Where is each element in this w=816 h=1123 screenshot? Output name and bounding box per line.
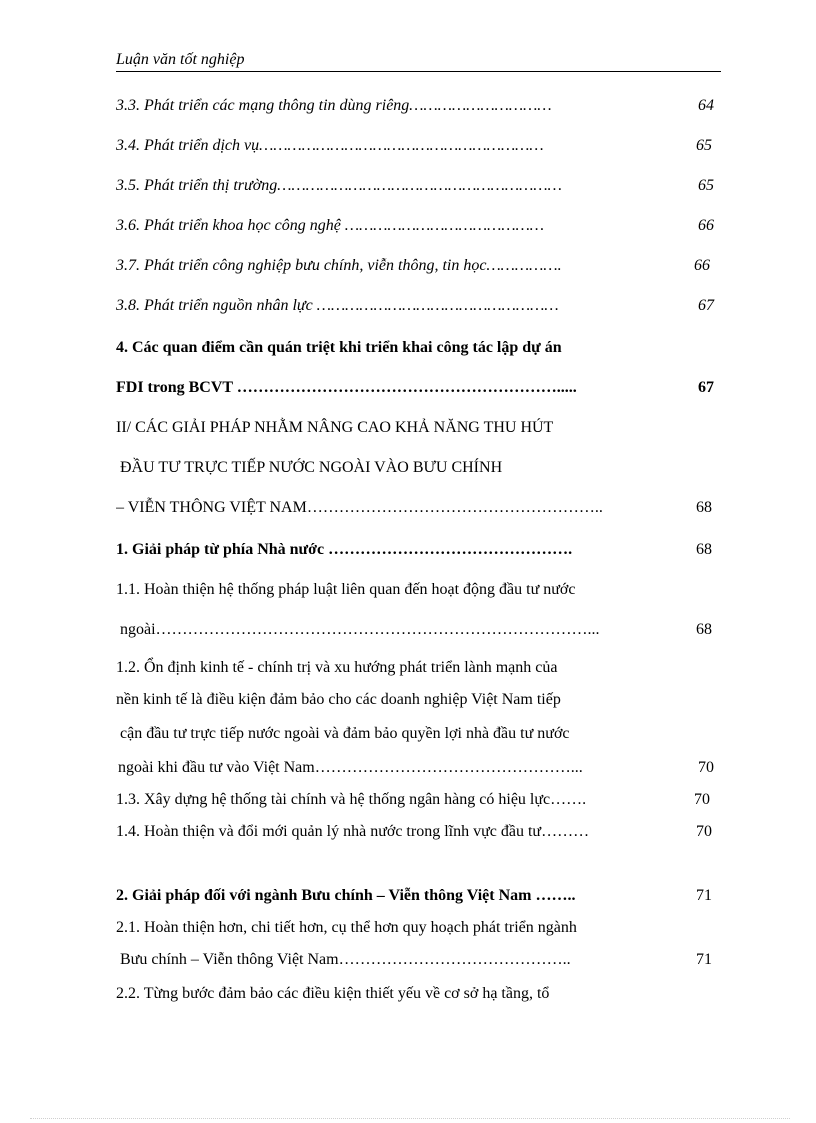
toc-entry[interactable] bbox=[0, 916, 816, 940]
toc-entry[interactable] bbox=[0, 982, 816, 1006]
toc-entry-text: 1.3. Xây dựng hệ thống tài chính và hệ thống ngân hàng có hiệu lực……. bbox=[116, 791, 587, 808]
toc-entry-text: 3.8. Phát triển nguồn nhân lực …………………………………………… bbox=[116, 297, 559, 314]
toc-entry[interactable] bbox=[0, 336, 816, 360]
toc-entry-page: 67 bbox=[698, 379, 714, 396]
toc-entry-text: II/ CÁC GIẢI PHÁP NHẰM NÂNG CAO KHẢ NĂNG THU HÚT bbox=[116, 419, 554, 436]
toc-entry[interactable] bbox=[0, 376, 816, 400]
toc-entry-text: 3.3. Phát triển các mạng thông tin dùng riêng………………………… bbox=[116, 97, 552, 114]
toc-entry-page: 66 bbox=[698, 217, 714, 234]
toc-entry[interactable] bbox=[0, 722, 816, 746]
toc-entry-page: 68 bbox=[696, 621, 712, 638]
toc-entry-text: 1. Giải pháp từ phía Nhà nước ………………………………………. bbox=[116, 541, 573, 558]
running-header bbox=[116, 50, 721, 72]
toc-entry[interactable] bbox=[0, 756, 816, 780]
toc-entry-page: 68 bbox=[696, 541, 712, 558]
toc-entry-text: 2. Giải pháp đối với ngành Bưu chính – Viễn thông Việt Nam …….. bbox=[116, 887, 576, 904]
toc-entry-page: 68 bbox=[696, 499, 712, 516]
toc-entry[interactable] bbox=[0, 254, 816, 278]
toc-entry[interactable] bbox=[0, 496, 816, 520]
toc-entry-text: ngoài………………………………………………………………………... bbox=[120, 621, 600, 638]
toc-entry-text: ĐẦU TƯ TRỰC TIẾP NƯỚC NGOÀI VÀO BƯU CHÍNH bbox=[120, 459, 503, 476]
toc-entry-text: 3.5. Phát triển thị trường…………………………………………………… bbox=[116, 177, 562, 194]
toc-entry[interactable] bbox=[0, 538, 816, 562]
toc-entry[interactable] bbox=[0, 174, 816, 198]
toc-entry[interactable] bbox=[0, 820, 816, 844]
header-title: Luận văn tốt nghiệp bbox=[116, 51, 245, 68]
toc-entry-text: 2.2. Từng bước đảm bảo các điều kiện thiết yếu về cơ sở hạ tầng, tổ bbox=[116, 985, 550, 1002]
toc-entry-text: nền kinh tế là điều kiện đảm bảo cho các doanh nghiệp Việt Nam tiếp bbox=[116, 691, 561, 708]
toc-entry[interactable] bbox=[0, 214, 816, 238]
toc-entry-text: cận đầu tư trực tiếp nước ngoài và đảm bảo quyền lợi nhà đầu tư nước bbox=[120, 725, 570, 742]
toc-entry-text: 3.6. Phát triển khoa học công nghệ …………………………………… bbox=[116, 217, 545, 234]
toc-entry-text: 3.7. Phát triển công nghiệp bưu chính, viễn thông, tin học……………. bbox=[116, 257, 562, 274]
toc-entry[interactable] bbox=[0, 948, 816, 972]
toc-entry-page: 64 bbox=[698, 97, 714, 114]
toc-entry-text: 1.1. Hoàn thiện hệ thống pháp luật liên quan đến hoạt động đầu tư nước bbox=[116, 581, 576, 598]
toc-entry-page: 67 bbox=[698, 297, 714, 314]
toc-entry-page: 70 bbox=[694, 791, 710, 808]
toc-entry[interactable] bbox=[0, 456, 816, 480]
toc-entry[interactable] bbox=[0, 656, 816, 680]
toc-entry-text: 4. Các quan điểm cần quán triệt khi triển khai công tác lập dự án bbox=[116, 339, 562, 356]
toc-entry-text: – VIỄN THÔNG VIỆT NAM……………………………………………….. bbox=[116, 499, 603, 516]
toc-entry[interactable] bbox=[0, 884, 816, 908]
toc-entry-text: 1.2. Ổn định kinh tế - chính trị và xu hướng phát triển lành mạnh của bbox=[116, 659, 558, 676]
toc-entry[interactable] bbox=[0, 134, 816, 158]
toc-entry-text: FDI trong BCVT ……………………………………………………..... bbox=[116, 379, 577, 396]
toc-entry-page: 71 bbox=[696, 951, 712, 968]
toc-entry-page: 65 bbox=[698, 177, 714, 194]
toc-entry[interactable] bbox=[0, 618, 816, 642]
toc-entry-page: 70 bbox=[698, 759, 714, 776]
toc-entry[interactable] bbox=[0, 688, 816, 712]
page-bottom-divider bbox=[30, 1118, 790, 1119]
toc-entry-text: Bưu chính – Viễn thông Việt Nam…………………………………….. bbox=[120, 951, 571, 968]
toc-entry[interactable] bbox=[0, 94, 816, 118]
toc-entry[interactable] bbox=[0, 416, 816, 440]
toc-entry-text: 2.1. Hoàn thiện hơn, chi tiết hơn, cụ thể hơn quy hoạch phát triển ngành bbox=[116, 919, 577, 936]
toc-entry-text: 1.4. Hoàn thiện và đổi mới quản lý nhà nước trong lĩnh vực đầu tư……… bbox=[116, 823, 590, 840]
toc-entry[interactable] bbox=[0, 294, 816, 318]
toc-entry-page: 65 bbox=[696, 137, 712, 154]
toc-entry-page: 66 bbox=[694, 257, 710, 274]
toc-entry-page: 71 bbox=[696, 887, 712, 904]
toc-entry-text: ngoài khi đầu tư vào Việt Nam…………………………………………... bbox=[118, 759, 583, 776]
toc-entry[interactable] bbox=[0, 578, 816, 602]
toc-entry-page: 70 bbox=[696, 823, 712, 840]
toc-entry[interactable] bbox=[0, 788, 816, 812]
toc-entry-text: 3.4. Phát triển dịch vụ…………………………………………………… bbox=[116, 137, 544, 154]
